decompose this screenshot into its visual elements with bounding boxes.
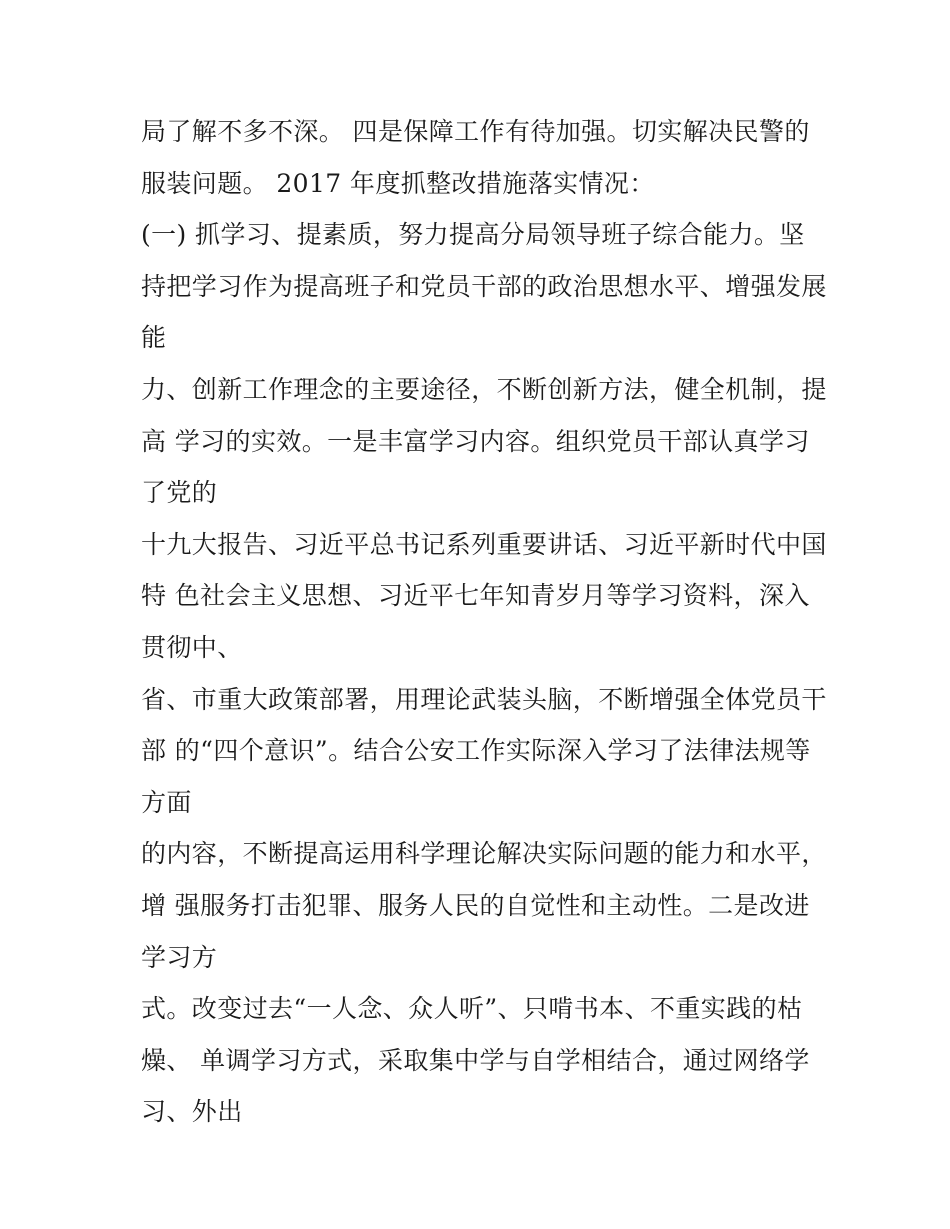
text-line: 省、市重大政策部署，用理论武装头脑，不断增强全体党员干 (141, 684, 827, 714)
text-line: 特 色社会主义思想、习近平七年知青岁月等学习资料，深入 (141, 581, 810, 611)
text-line: 的内容，不断提高运用科学理论解决实际问题的能力和水平， (141, 839, 827, 869)
text-line: 力、创新工作理念的主要途径，不断创新方法，健全机制，提 (141, 374, 827, 404)
text-line: 部 的“四个意识”。结合公安工作实际深入学习了法律法规等 (141, 736, 811, 766)
text-line: 高 学习的实效。一是丰富学习内容。组织党员干部认真学习 (141, 426, 810, 456)
text-line: 增 强服务打击犯罪、服务人民的自觉性和主动性。二是改进 (141, 890, 810, 920)
text-line: (一) 抓学习、提素质，努力提高分局领导班子综合能力。坚 (141, 220, 805, 250)
text-line: 了党的 (141, 478, 218, 508)
text-line: 式。改变过去“一人念、众人听”、只啃书本、不重实践的枯 (141, 994, 803, 1024)
text-line: 局了解不多不深。 四是保障工作有待加强。切实解决民警的 (141, 117, 810, 146)
text-line: 贯彻中、 (141, 632, 243, 662)
text-line: 学习方 (141, 942, 218, 972)
text-line: 习、外出 (141, 1097, 243, 1127)
text-line: 燥、 单调学习方式，采取集中学与自学相结合，通过网络学 (141, 1045, 810, 1075)
body-text (141, 106, 841, 1138)
text-line: 服装问题。 2017 年度抓整改措施落实情况： (141, 168, 655, 198)
text-line: 持把学习作为提高班子和党员干部的政治思想水平、增强发展 (141, 271, 827, 301)
text-line: 十九大报告、习近平总书记系列重要讲话、习近平新时代中国 (141, 529, 827, 559)
text-line: 方面 (141, 787, 192, 817)
text-line: 能 (141, 323, 167, 353)
